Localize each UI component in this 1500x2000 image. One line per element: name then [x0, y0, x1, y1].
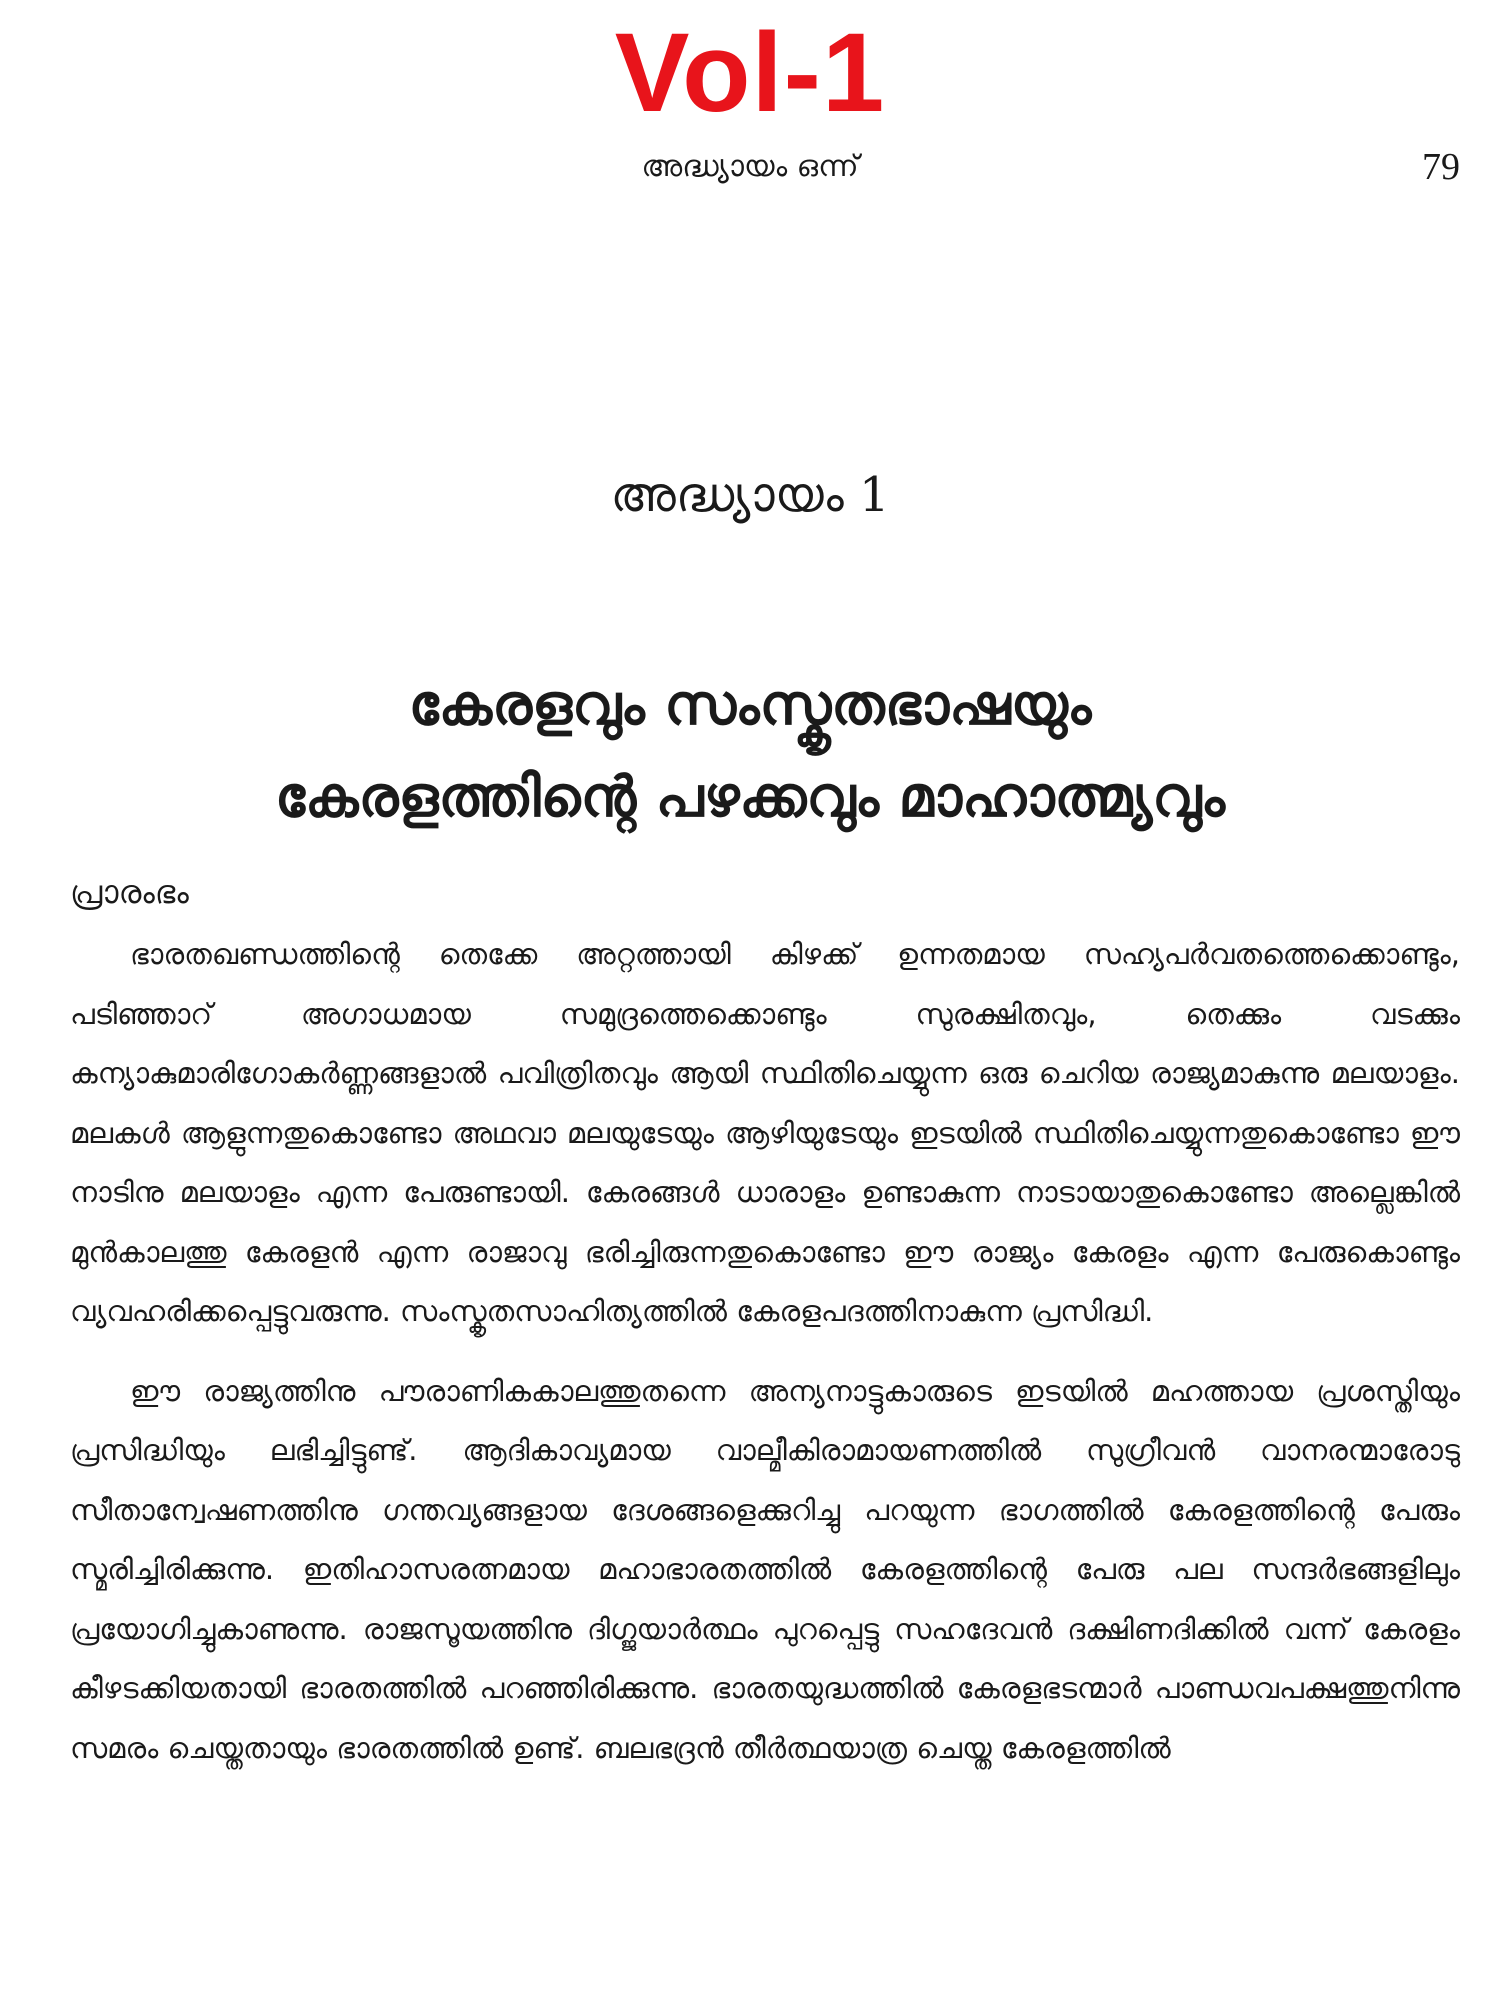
chapter-title-line-2: കേരളത്തിന്റെ പഴക്കവും മാഹാത്മ്യവും	[275, 765, 1225, 830]
volume-label: Vol-1	[614, 10, 886, 135]
body-text	[70, 925, 1460, 1778]
running-header	[0, 145, 1500, 189]
running-head-title: അദ്ധ്യായം ഒന്ന്	[641, 149, 859, 184]
paragraph-1: ഭാരതഖണ്ഡത്തിന്റെ തെക്കേ അറ്റത്തായി കിഴക്ക് ഉന്നതമായ സഹ്യപർവതത്തെക്കൊണ്ടും, പടിഞ്ഞാറ് അഗാധമായ സമുദ്രത്തെക്കൊണ്ടും സുരക്ഷിതവും, തെക്കും വടക്കും കന്യാകുമാരിഗോകർണ്ണങ്ങളാൽ പവിത്രിതവും ആയി സ്ഥിതിചെയ്യുന്ന ഒരു ചെറിയ രാജ്യമാകുന്നു മലയാളം. മലകൾ ആളുന്നതുകൊണ്ടോ അഥവാ മലയുടേയും ആഴിയുടേയും ഇടയിൽ സ്ഥിതിചെയ്യുന്നതുകൊണ്ടോ ഈ നാടിനു മലയാളം എന്ന പേരുണ്ടായി. കേരങ്ങൾ ധാരാളം ഉണ്ടാകുന്ന നാടായാതുകൊണ്ടോ അല്ലെങ്കിൽ മുൻകാലത്തു കേരളൻ എന്ന രാജാവു ഭരിച്ചിരുന്നതുകൊണ്ടോ ഈ രാജ്യം കേരളം എന്ന പേരുകൊണ്ടും വ്യവഹരിക്കപ്പെട്ടുവരുന്നു. സംസ്കൃതസാഹിത്യത്തിൽ കേരളപദത്തിനാകുന്ന പ്രസിദ്ധി.	[70, 937, 1460, 1328]
chapter-title	[40, 660, 1460, 844]
chapter-title-line-1: കേരളവും സംസ്കൃതഭാഷയും	[408, 673, 1092, 738]
page-number: 79	[1422, 146, 1460, 188]
paragraph-2: ഈ രാജ്യത്തിനു പൗരാണികകാലത്തുതന്നെ അന്യനാട്ടുകാരുടെ ഇടയിൽ മഹത്തായ പ്രശസ്തിയും പ്രസിദ്ധിയും ലഭിച്ചിട്ടുണ്ട്. ആദികാവ്യമായ വാല്മീകിരാമായണത്തിൽ സുഗ്രീവൻ വാനരന്മാരോടു സീതാന്വേഷണത്തിനു ഗന്തവ്യങ്ങളായ ദേശങ്ങളെക്കുറിച്ചു പറയുന്ന ഭാഗത്തിൽ കേരളത്തിന്റെ പേരും സ്മരിച്ചിരിക്കുന്നു. ഇതിഹാസരത്നമായ മഹാഭാരതത്തിൽ കേരളത്തിന്റെ പേരു പല സന്ദർഭങ്ങളിലും പ്രയോഗിച്ചുകാണുന്നു. രാജസൂയത്തിനു ദിഗ്ജയാർത്ഥം പുറപ്പെട്ടു സഹദേവൻ ദക്ഷിണദിക്കിൽ വന്ന് കേരളം കീഴടക്കിയതായി ഭാരതത്തിൽ പറഞ്ഞിരിക്കുന്നു. ഭാരതയുദ്ധത്തിൽ കേരളഭടന്മാർ പാണ്ഡവപക്ഷത്തുനിന്നു സമരം ചെയ്തതായും ഭാരതത്തിൽ ഉണ്ട്. ബലഭദ്രൻ തീർത്ഥയാത്ര ചെയ്ത കേരളത്തിൽ	[70, 1373, 1460, 1765]
chapter-number: അദ്ധ്യായം 1	[610, 467, 890, 523]
section-heading: പ്രാരംഭം	[70, 873, 189, 911]
